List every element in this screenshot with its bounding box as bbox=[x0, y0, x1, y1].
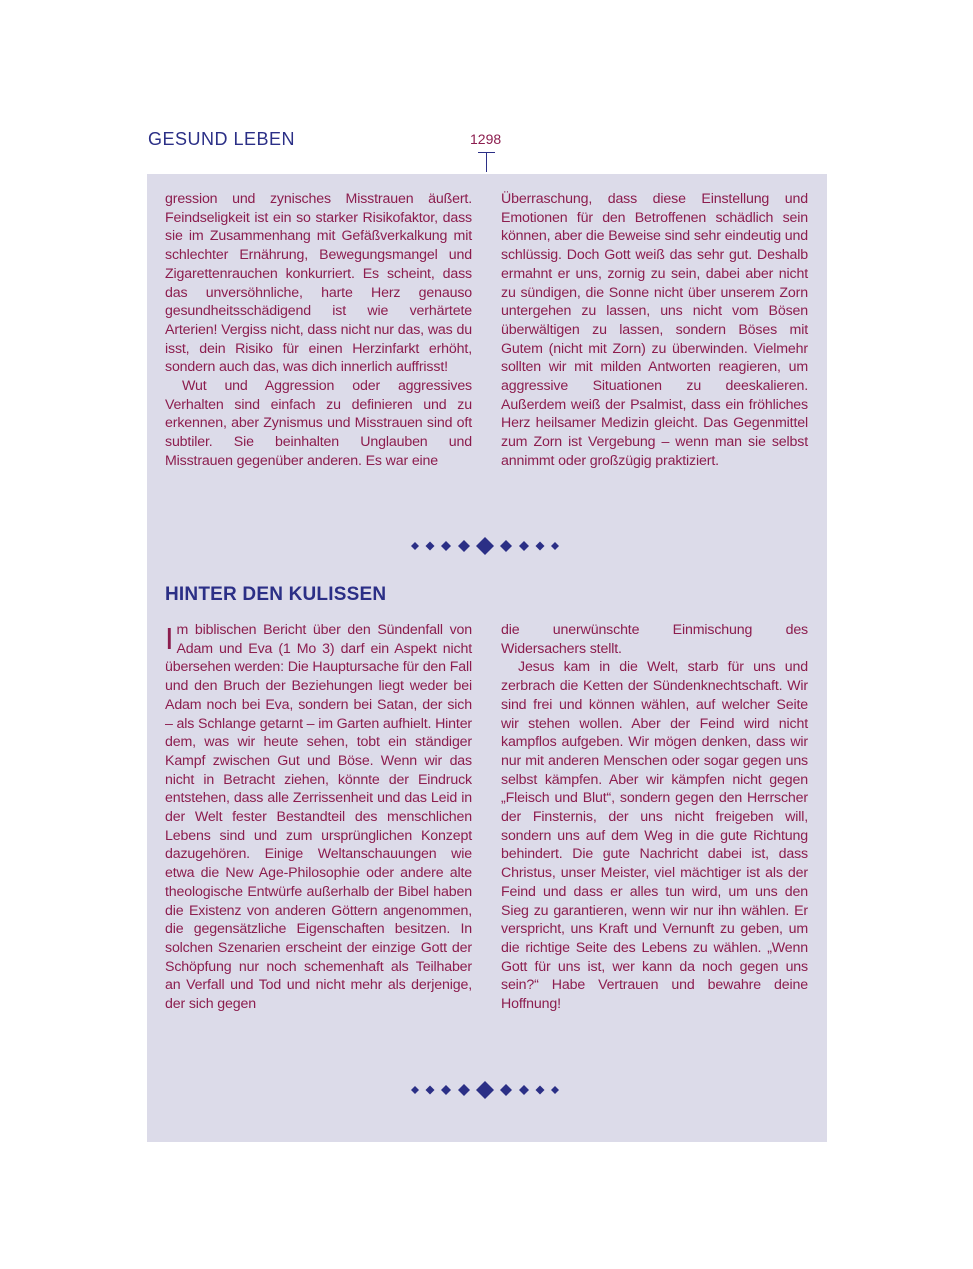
top-column-left bbox=[165, 190, 472, 471]
running-title: GESUND LEBEN bbox=[148, 129, 296, 149]
page-marker-line bbox=[486, 152, 487, 172]
paragraph: m biblischen Bericht über den Sündenfall von Adam und Eva (1 Mo 3) darf ein Aspekt nicht übersehen werden: Die Hauptursache für den Fall und den Bruch der Beziehungen liegt weder bei Adam noch bei Eva, sondern bei Satan, der sich – als Schlange getarnt – im Garten aufhielt. Hinter dem, was wir heute sehen, tobt ein ständiger Kampf zwischen Gut und Böse. Wenn wir das nicht in Betracht ziehen, könnte der Eindruck entstehen, dass alle Zerrissenheit und das Leid in der Welt fester Bestandteil des menschlichen Lebens sind und zum ursprünglichen Konzept dazugehören. Einige Weltanschauungen wie etwa die New Age-Philosophie oder andere alte theologische Entwürfe außerhalb der Bibel haben die Existenz von anderen Göttern angenommen, die gegensätzliche Eigenschaften besitzen. In solchen Szenarien erscheint der einzige Gott der Schöpfung nur noch schemenhaft als Teilhaber an Verfall und Tod und nicht mehr als derjenige, der sich gegen bbox=[165, 622, 473, 1013]
bottom-column-right bbox=[501, 621, 808, 1014]
paragraph: gression und zynisches Misstrauen äußert. Feindseligkeit ist ein so starker Risikofaktor, dass sie im Zusammenhang mit Gefäßverkalkung mit schlechter Ernährung, Bewegungsmangel und Zigarettenrauchen konkurriert. Es scheint, dass das unversöhnliche, harte Herz genauso gesundheitsschädigend ist wie verhärtete Arterien! Vergiss nicht, dass nicht nur das, was du isst, dein Risiko für einen Herzinfarkt erhöht, sondern auch das, was dich innerlich auffrisst! bbox=[165, 191, 472, 376]
bottom-column-left bbox=[165, 621, 472, 1014]
paragraph: die unerwünschte Einmischung des Widersachers stellt. bbox=[501, 622, 808, 657]
page-number: 1298 bbox=[470, 131, 502, 147]
paragraph: Überraschung, dass diese Einstellung und Emotionen für den Betroffenen schädlich sein können, aber die Beweise sind sehr eindeutig und schlüssig. Doch Gott weiß das sehr gut. Deshalb ermahnt er uns, zornig zu sein, dabei aber nicht zu sündigen, die Sonne nicht über unserem Zorn untergehen zu lassen, uns nicht vom Bösen überwältigen zu lassen, sondern Böses mit Gutem (nicht mit Zorn) zu überwinden. Vielmehr sollten wir mit milden Antworten reagieren, um aggressive Situationen zu deeskalieren. Außerdem weiß der Psalmist, dass ein fröhliches Herz heilsamer Medizin gleicht. Das Gegenmittel zum Zorn ist Vergebung – wenn man sie selbst annimmt oder großzügig praktiziert. bbox=[501, 191, 808, 469]
section-heading: HINTER DEN KULISSEN bbox=[165, 584, 387, 605]
drop-cap: I bbox=[165, 621, 174, 656]
diamond-divider-icon bbox=[405, 1080, 565, 1100]
top-column-right bbox=[501, 190, 808, 471]
paragraph: Jesus kam in die Welt, starb für uns und zerbrach die Ketten der Sündenknechtschaft. Wir sind frei und können wählen, auf welcher Seite wir stehen wollen. Aber der Feind wird nicht kampflos aufgeben. Wir mögen denken, dass wir nur mit anderen Menschen oder sogar gegen uns selbst kämpfen. Aber wir kämpfen nicht gegen „Fleisch und Blut“, sondern gegen den Herrscher der Finsternis, der uns nicht freigeben will, sondern uns auf dem Weg in die gute Richtung behindert. Die gute Nachricht dabei ist, dass Christus, unser Meister, viel mächtiger ist als der Feind und dass er alles tun wird, um uns den Sieg zu garantieren, wenn wir nur ihn wählen. Er verspricht, uns Kraft und Vernunft zu geben, um die richtige Seite des Lebens zu wählen. „Wenn Gott für uns ist, wer kann da noch gegen uns sein?“ Habe Vertrauen und bewahre deine Hoffnung! bbox=[501, 659, 808, 1013]
diamond-divider-icon bbox=[405, 536, 565, 556]
paragraph: Wut und Aggression oder aggressives Verhalten sind einfach zu definieren und zu erkennen, aber Zynismus und Misstrauen sind oft subtiler. Sie beinhalten Unglauben und Misstrauen gegenüber anderen. Es war eine bbox=[165, 378, 472, 469]
